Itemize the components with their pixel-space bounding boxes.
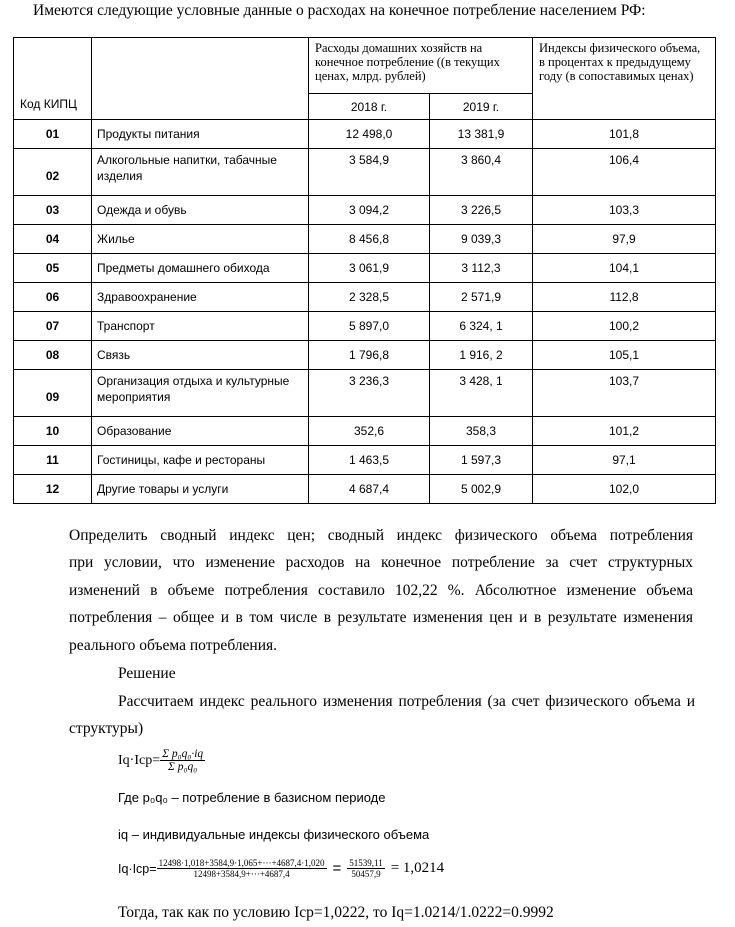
table-row — [14, 475, 716, 504]
row-code: 08 — [14, 341, 92, 370]
row-code: 01 — [14, 120, 92, 149]
where-line-1: Где p₀q₀ – потребление в базисном периоде — [118, 790, 386, 805]
formula-1 — [118, 748, 205, 773]
row-value-2019: 358,3 — [430, 417, 533, 446]
row-value-2019: 3 112,3 — [430, 254, 533, 283]
row-code: 06 — [14, 283, 92, 312]
formula-2-result: = 1,0214 — [390, 860, 445, 876]
row-value-2019: 1 597,3 — [430, 446, 533, 475]
row-code: 12 — [14, 475, 92, 504]
row-name: Образование — [92, 417, 309, 446]
row-code: 10 — [14, 417, 92, 446]
formula-1-denominator: Σ p₀q₀ — [168, 761, 198, 773]
row-name: Другие товары и услуги — [92, 475, 309, 504]
solution-heading: Решение — [118, 665, 176, 682]
header-year-2019: 2019 г. — [430, 94, 533, 120]
table-row — [14, 196, 716, 225]
row-value-2018: 4 687,4 — [309, 475, 430, 504]
task-line-3: изменений в объеме потребления составило 102,22 %. Абсолютное изменение объема — [69, 582, 693, 599]
row-value-2018: 3 061,9 — [309, 254, 430, 283]
row-code: 11 — [14, 446, 92, 475]
row-index: 106,4 — [533, 149, 716, 196]
table-row — [14, 254, 716, 283]
row-value-2018: 3 236,3 — [309, 370, 430, 417]
row-code: 05 — [14, 254, 92, 283]
row-value-2019: 3 428, 1 — [430, 370, 533, 417]
header-index: Индексы физического объема, в процентах к предыдущему году (в сопоставимых ценах) — [533, 38, 716, 120]
formula-2 — [118, 858, 444, 879]
row-index: 104,1 — [533, 254, 716, 283]
row-index: 101,2 — [533, 417, 716, 446]
row-name: Здравоохранение — [92, 283, 309, 312]
row-index: 97,9 — [533, 225, 716, 254]
row-name: Жилье — [92, 225, 309, 254]
formula-1-lhs: Iq·Icp= — [118, 752, 161, 768]
row-value-2018: 5 897,0 — [309, 312, 430, 341]
row-value-2018: 8 456,8 — [309, 225, 430, 254]
row-index: 112,8 — [533, 283, 716, 312]
final-line: Тогда, так как по условию Icp=1,0222, то Iq=1.0214/1.0222=0.9992 — [118, 904, 554, 921]
formula-1-numerator: Σ p₀q₀·iq — [162, 748, 204, 760]
row-index: 103,3 — [533, 196, 716, 225]
header-expenses: Расходы домашних хозяйств на конечное потребление ((в текущих ценах, млрд. рублей) — [309, 38, 533, 94]
row-value-2018: 1 463,5 — [309, 446, 430, 475]
task-line-1: Определить сводный индекс цен; сводный индекс физического объема потребления — [69, 527, 693, 544]
row-code: 09 — [14, 370, 92, 417]
row-index: 103,7 — [533, 370, 716, 417]
header-year-2018: 2018 г. — [309, 94, 430, 120]
table-row — [14, 283, 716, 312]
row-code: 03 — [14, 196, 92, 225]
table-row — [14, 120, 716, 149]
row-value-2019: 5 002,9 — [430, 475, 533, 504]
row-index: 105,1 — [533, 341, 716, 370]
row-index: 101,8 — [533, 120, 716, 149]
row-value-2019: 2 571,9 — [430, 283, 533, 312]
row-name: Одежда и обувь — [92, 196, 309, 225]
task-line-4: потребления – общее и в том числе в результате изменения цен и в результате изменения — [69, 609, 693, 626]
formula-2-denominator: 12498+3584,9+···+4687,4 — [193, 869, 290, 879]
row-name: Предметы домашнего обихода — [92, 254, 309, 283]
row-name: Связь — [92, 341, 309, 370]
row-index: 102,0 — [533, 475, 716, 504]
table-row — [14, 370, 716, 417]
intro-text: Имеются следующие условные данные о расходах на конечное потребление населением РФ: — [33, 2, 646, 19]
row-value-2018: 3 094,2 — [309, 196, 430, 225]
row-value-2019: 3 860,4 — [430, 149, 533, 196]
header-name — [92, 38, 309, 120]
calc-line-2: структуры) — [69, 720, 144, 737]
row-name: Алкогольные напитки, табачные изделия — [92, 149, 309, 196]
table-row — [14, 312, 716, 341]
row-value-2018: 12 498,0 — [309, 120, 430, 149]
where-line-2: iq – индивидуальные индексы физического объема — [118, 827, 430, 842]
task-line-2: при условии, что изменение расходов на конечное потребление за счет структурных — [69, 554, 693, 571]
row-value-2018: 2 328,5 — [309, 283, 430, 312]
table-row — [14, 149, 716, 196]
table-row — [14, 225, 716, 254]
formula-2-numerator: 12498·1,018+3584,9·1,065+···+4687,4·1,020 — [158, 858, 325, 868]
row-index: 100,2 — [533, 312, 716, 341]
formula-2-denominator-2: 50457,9 — [351, 869, 381, 879]
row-value-2019: 13 381,9 — [430, 120, 533, 149]
row-code: 02 — [14, 149, 92, 196]
row-value-2019: 1 916, 2 — [430, 341, 533, 370]
calc-line-1: Рассчитаем индекс реального изменения потребления (за счет физического объема и — [118, 693, 695, 710]
row-value-2018: 1 796,8 — [309, 341, 430, 370]
row-value-2018: 352,6 — [309, 417, 430, 446]
formula-2-equals: = — [332, 860, 342, 877]
table-row — [14, 341, 716, 370]
formula-2-numerator-2: 51539,11 — [349, 858, 383, 868]
row-value-2019: 3 226,5 — [430, 196, 533, 225]
row-code: 04 — [14, 225, 92, 254]
expenditure-table — [13, 37, 716, 504]
row-name: Транспорт — [92, 312, 309, 341]
row-name: Продукты питания — [92, 120, 309, 149]
task-line-5: реального объема потребления. — [69, 637, 278, 654]
table-row — [14, 446, 716, 475]
row-index: 97,1 — [533, 446, 716, 475]
row-code: 07 — [14, 312, 92, 341]
row-value-2019: 6 324, 1 — [430, 312, 533, 341]
header-code: Код КИПЦ — [14, 38, 92, 120]
row-name: Гостиницы, кафе и рестораны — [92, 446, 309, 475]
row-value-2018: 3 584,9 — [309, 149, 430, 196]
row-value-2019: 9 039,3 — [430, 225, 533, 254]
table-row — [14, 417, 716, 446]
formula-2-lhs: Iq·Icp= — [118, 861, 157, 876]
row-name: Организация отдыха и культурные мероприятия — [92, 370, 309, 417]
